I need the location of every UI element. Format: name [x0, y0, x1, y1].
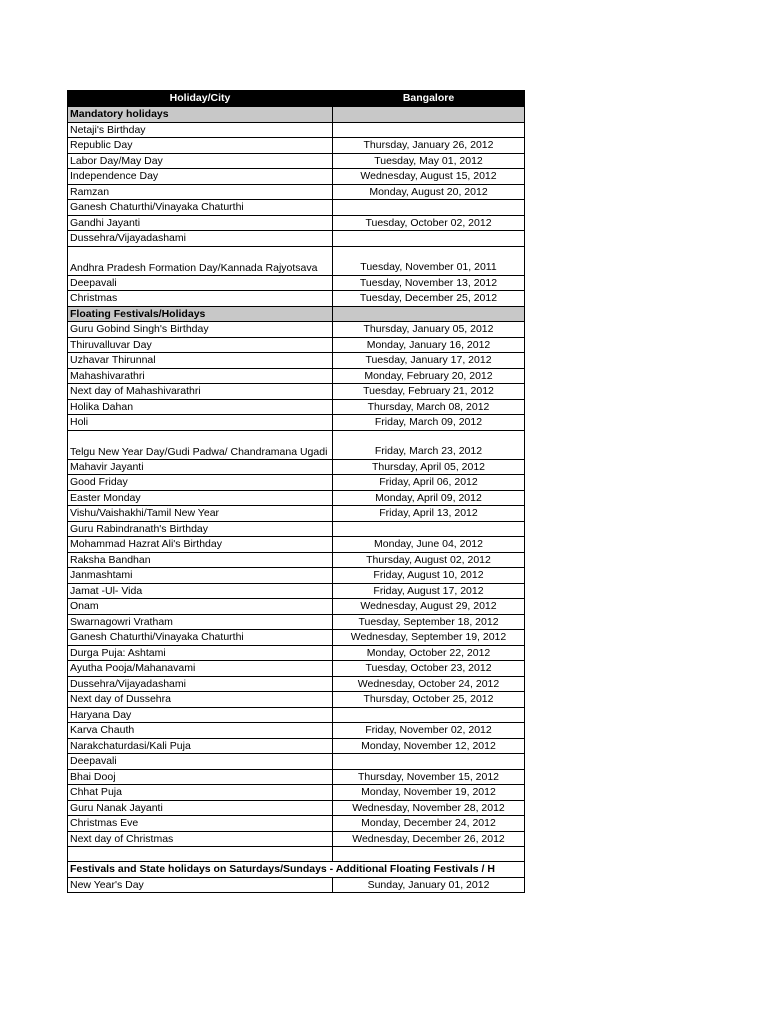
table-row — [68, 754, 525, 770]
holiday-name-cell[interactable]: Narakchaturdasi/Kali Puja — [68, 738, 333, 754]
table-row — [68, 353, 525, 369]
holiday-name-cell[interactable]: Next day of Christmas — [68, 831, 333, 847]
holiday-name-cell[interactable]: Dussehra/Vijayadashami — [68, 676, 333, 692]
bangalore-date-cell[interactable]: Monday, November 19, 2012 — [333, 785, 525, 801]
bangalore-date-cell[interactable] — [333, 707, 525, 723]
holiday-name-cell[interactable]: Swarnagowri Vratham — [68, 614, 333, 630]
bangalore-date-cell[interactable]: Wednesday, December 26, 2012 — [333, 831, 525, 847]
holiday-name-cell[interactable]: Ayutha Pooja/Mahanavami — [68, 661, 333, 677]
holiday-name-cell[interactable]: Holika Dahan — [68, 399, 333, 415]
table-row — [68, 707, 525, 723]
bangalore-date-cell[interactable] — [333, 231, 525, 247]
bangalore-date-cell[interactable]: Friday, April 06, 2012 — [333, 475, 525, 491]
bangalore-date-cell[interactable]: Tuesday, February 21, 2012 — [333, 384, 525, 400]
table-row — [68, 291, 525, 307]
holiday-name-cell[interactable]: Mahashivarathri — [68, 368, 333, 384]
holiday-name-cell[interactable]: Haryana Day — [68, 707, 333, 723]
bangalore-date-cell[interactable]: Thursday, January 05, 2012 — [333, 322, 525, 338]
table-row — [68, 552, 525, 568]
holiday-name-cell[interactable]: Chhat Puja — [68, 785, 333, 801]
bangalore-date-cell[interactable]: Thursday, March 08, 2012 — [333, 399, 525, 415]
holiday-name-cell[interactable]: Telgu New Year Day/Gudi Padwa/ Chandramana Ugadi — [68, 430, 333, 459]
bangalore-date-cell[interactable]: Thursday, August 02, 2012 — [333, 552, 525, 568]
table-row — [68, 692, 525, 708]
holiday-name-cell[interactable]: Christmas Eve — [68, 816, 333, 832]
bangalore-date-cell[interactable]: Friday, March 09, 2012 — [333, 415, 525, 431]
bangalore-date-cell[interactable]: Friday, November 02, 2012 — [333, 723, 525, 739]
holiday-name-cell[interactable]: Labor Day/May Day — [68, 153, 333, 169]
table-row — [68, 430, 525, 459]
table-row — [68, 322, 525, 338]
holiday-name-cell[interactable]: Karva Chauth — [68, 723, 333, 739]
holiday-name-cell[interactable]: Deepavali — [68, 754, 333, 770]
table-row — [68, 368, 525, 384]
bangalore-date-cell[interactable]: Friday, March 23, 2012 — [333, 430, 525, 459]
holiday-name-cell[interactable]: Floating Festivals/Holidays — [68, 306, 333, 322]
holiday-name-cell[interactable]: Vishu/Vaishakhi/Tamil New Year — [68, 506, 333, 522]
holiday-name-cell[interactable] — [68, 847, 333, 862]
holiday-name-cell[interactable]: Mohammad Hazrat Ali's Birthday — [68, 537, 333, 553]
table-row — [68, 537, 525, 553]
bangalore-date-cell[interactable]: Monday, August 20, 2012 — [333, 184, 525, 200]
table-row — [68, 785, 525, 801]
bangalore-date-cell[interactable]: Wednesday, August 29, 2012 — [333, 599, 525, 615]
bangalore-date-cell[interactable] — [333, 754, 525, 770]
holiday-name-cell[interactable]: Bhai Dooj — [68, 769, 333, 785]
bangalore-date-cell[interactable]: Monday, November 12, 2012 — [333, 738, 525, 754]
table-row — [68, 275, 525, 291]
table-row — [68, 246, 525, 275]
table-row — [68, 645, 525, 661]
table-row — [68, 661, 525, 677]
holiday-name-cell[interactable]: Dussehra/Vijayadashami — [68, 231, 333, 247]
bangalore-date-cell[interactable]: Monday, June 04, 2012 — [333, 537, 525, 553]
bangalore-date-cell[interactable]: Monday, December 24, 2012 — [333, 816, 525, 832]
bangalore-date-cell[interactable]: Wednesday, August 15, 2012 — [333, 169, 525, 185]
table-row — [68, 231, 525, 247]
bangalore-date-cell[interactable]: Wednesday, September 19, 2012 — [333, 630, 525, 646]
bangalore-date-cell[interactable]: Tuesday, November 13, 2012 — [333, 275, 525, 291]
table-row — [68, 599, 525, 615]
table-row — [68, 676, 525, 692]
bangalore-date-cell[interactable] — [333, 847, 525, 862]
table-row — [68, 200, 525, 216]
table-row — [68, 384, 525, 400]
holiday-name-cell[interactable]: Janmashtami — [68, 568, 333, 584]
holiday-name-cell[interactable]: Guru Nanak Jayanti — [68, 800, 333, 816]
bangalore-date-cell[interactable]: Wednesday, November 28, 2012 — [333, 800, 525, 816]
holiday-name-cell[interactable]: Deepavali — [68, 275, 333, 291]
holiday-name-cell[interactable]: Netaji's Birthday — [68, 122, 333, 138]
table-row — [68, 816, 525, 832]
table-row — [68, 399, 525, 415]
table-row — [68, 583, 525, 599]
header-row — [68, 90, 525, 107]
table-row — [68, 153, 525, 169]
holiday-name-cell[interactable]: Mandatory holidays — [68, 107, 333, 123]
holiday-name-cell[interactable]: Guru Gobind Singh's Birthday — [68, 322, 333, 338]
holiday-name-cell[interactable]: New Year's Day — [68, 877, 333, 893]
table-row — [68, 490, 525, 506]
table-row — [68, 506, 525, 522]
holiday-name-cell[interactable]: Christmas — [68, 291, 333, 307]
table-row — [68, 184, 525, 200]
table-row — [68, 630, 525, 646]
header-bangalore[interactable]: Bangalore — [333, 90, 525, 107]
holiday-name-cell[interactable]: Independence Day — [68, 169, 333, 185]
table-row — [68, 337, 525, 353]
holiday-name-cell[interactable]: Republic Day — [68, 138, 333, 154]
bangalore-date-cell[interactable]: Thursday, January 26, 2012 — [333, 138, 525, 154]
table-row — [68, 831, 525, 847]
table-row — [68, 614, 525, 630]
table-row — [68, 521, 525, 537]
bangalore-date-cell[interactable]: Sunday, January 01, 2012 — [333, 877, 525, 893]
bangalore-date-cell[interactable]: Tuesday, January 17, 2012 — [333, 353, 525, 369]
holiday-name-cell[interactable]: Andhra Pradesh Formation Day/Kannada Rajyotsava — [68, 246, 333, 275]
bangalore-date-cell[interactable]: Friday, April 13, 2012 — [333, 506, 525, 522]
bangalore-date-cell[interactable]: Tuesday, September 18, 2012 — [333, 614, 525, 630]
table-row — [68, 169, 525, 185]
bangalore-date-cell[interactable] — [333, 107, 525, 123]
holiday-name-cell[interactable]: Durga Puja: Ashtami — [68, 645, 333, 661]
bangalore-date-cell[interactable]: Friday, August 17, 2012 — [333, 583, 525, 599]
section-row — [68, 306, 525, 322]
bangalore-date-cell[interactable]: Monday, February 20, 2012 — [333, 368, 525, 384]
bangalore-date-cell[interactable]: Tuesday, November 01, 2011 — [333, 246, 525, 275]
bangalore-date-cell[interactable]: Thursday, April 05, 2012 — [333, 459, 525, 475]
bangalore-date-cell[interactable] — [333, 200, 525, 216]
bangalore-date-cell[interactable] — [333, 521, 525, 537]
bangalore-date-cell[interactable] — [333, 122, 525, 138]
holiday-name-cell[interactable]: Good Friday — [68, 475, 333, 491]
holiday-name-cell[interactable]: Ganesh Chaturthi/Vinayaka Chaturthi — [68, 200, 333, 216]
holiday-name-cell[interactable]: Guru Rabindranath's Birthday — [68, 521, 333, 537]
bangalore-date-cell[interactable]: Tuesday, October 02, 2012 — [333, 215, 525, 231]
holiday-name-cell[interactable]: Next day of Dussehra — [68, 692, 333, 708]
table-body — [68, 107, 525, 893]
table-row — [68, 877, 525, 893]
holiday-name-cell[interactable]: Gandhi Jayanti — [68, 215, 333, 231]
holiday-name-cell[interactable]: Ganesh Chaturthi/Vinayaka Chaturthi — [68, 630, 333, 646]
bangalore-date-cell[interactable]: Thursday, November 15, 2012 — [333, 769, 525, 785]
table-row — [68, 138, 525, 154]
bangalore-date-cell[interactable]: Tuesday, December 25, 2012 — [333, 291, 525, 307]
holiday-name-cell[interactable]: Thiruvalluvar Day — [68, 337, 333, 353]
bangalore-date-cell[interactable]: Monday, October 22, 2012 — [333, 645, 525, 661]
bangalore-date-cell[interactable]: Friday, August 10, 2012 — [333, 568, 525, 584]
table-row — [68, 215, 525, 231]
section-row — [68, 107, 525, 123]
table-row — [68, 723, 525, 739]
table-row — [68, 122, 525, 138]
bangalore-date-cell[interactable]: Tuesday, October 23, 2012 — [333, 661, 525, 677]
section-row-wide — [68, 862, 525, 878]
header-holiday-city[interactable]: Holiday/City — [68, 90, 333, 107]
bangalore-date-cell[interactable]: Tuesday, May 01, 2012 — [333, 153, 525, 169]
blank-row — [68, 847, 525, 862]
holiday-name-cell[interactable]: Festivals and State holidays on Saturdays/Sundays - Additional Floating Festivals / H — [68, 862, 525, 878]
holiday-name-cell[interactable]: Ramzan — [68, 184, 333, 200]
bangalore-date-cell[interactable]: Thursday, October 25, 2012 — [333, 692, 525, 708]
bangalore-date-cell[interactable]: Wednesday, October 24, 2012 — [333, 676, 525, 692]
holiday-table — [67, 90, 525, 893]
table-row — [68, 475, 525, 491]
holiday-name-cell[interactable]: Holi — [68, 415, 333, 431]
holiday-name-cell[interactable]: Raksha Bandhan — [68, 552, 333, 568]
bangalore-date-cell[interactable]: Monday, January 16, 2012 — [333, 337, 525, 353]
table-row — [68, 800, 525, 816]
holiday-name-cell[interactable]: Mahavir Jayanti — [68, 459, 333, 475]
holiday-name-cell[interactable]: Jamat -Ul- Vida — [68, 583, 333, 599]
bangalore-date-cell[interactable]: Monday, April 09, 2012 — [333, 490, 525, 506]
table-row — [68, 459, 525, 475]
holiday-name-cell[interactable]: Next day of Mahashivarathri — [68, 384, 333, 400]
holiday-name-cell[interactable]: Onam — [68, 599, 333, 615]
table-row — [68, 568, 525, 584]
holiday-name-cell[interactable]: Easter Monday — [68, 490, 333, 506]
holiday-name-cell[interactable]: Uzhavar Thirunnal — [68, 353, 333, 369]
table-row — [68, 415, 525, 431]
bangalore-date-cell[interactable] — [333, 306, 525, 322]
table-row — [68, 738, 525, 754]
table-row — [68, 769, 525, 785]
